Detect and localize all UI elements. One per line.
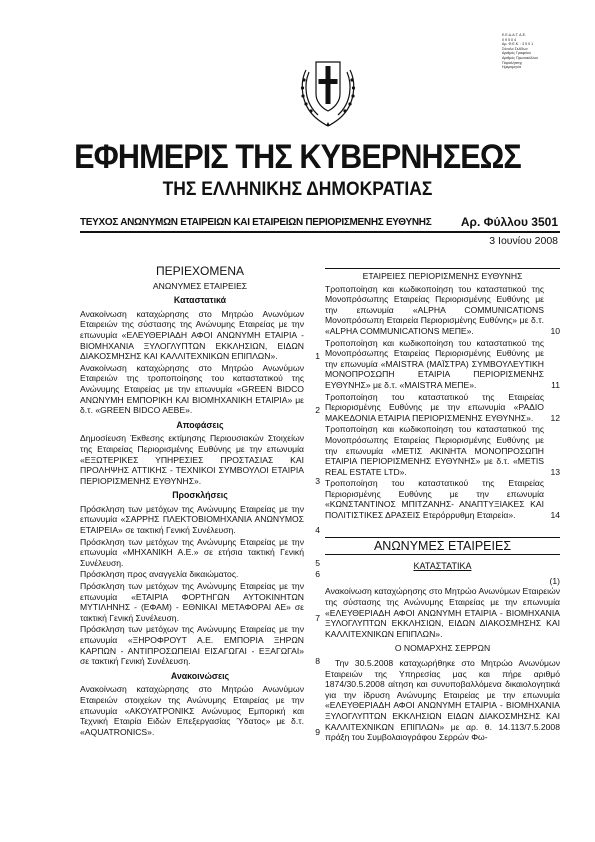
contents-entry[interactable]: Τροποποίηση του καταστατικού της Εταιρείας Περιορισμένης Ευθύνης με την επωνυμία «ΚΩΝΣΤΑΝΤΙΝΟΣ ΜΠΙΤΖΑΝΗΣ- ΑΝΑΠΤΥΞΙΑΚΕΣ ΚΑΙ ΠΟΛΙΤΙΣΤΙΚΕΣ ΔΡΑΣΕΙΣ Ετερόρρυθμη Εταιρεία». 14: [325, 478, 560, 521]
section-subtitle: ΚΑΤΑΣΤΑΤΙΚΑ: [413, 561, 472, 572]
contents-entry[interactable]: Τροποποίηση και κωδικοποίηση του καταστατικού της Μονοπρόσωπης Εταιρείας Περιορισμένης Ευθύνης με την επωνυμία «ΜΕΤΙΣ ΑΚΙΝΗΤΑ ΜΟΝΟΠΡΟΣΩΠΗ ΕΤΑΙΡΙΑ ΠΕΡΙΟΡΙΣΜΕΝΗΣ ΕΥΘΥΝΗΣ» με δ.τ. «METIS REAL ESTATE LTD». 13: [325, 424, 560, 477]
gazette-title: ΕΦΗΜΕΡΙΣ ΤΗΣ ΚΥΒΕΡΝΗΣΕΩΣ: [74, 138, 521, 176]
contents-entry[interactable]: Πρόσκληση των μετόχων της Ανώνυμης Εταιρείας με την επωνυμία «ΕΤΑΙΡΙΑ ΦΟΡΤΗΓΩΝ ΑΥΤΟΚΙΝΗΤΩΝ ΜΥΤΙΛΗΝΗΣ - (ΕΦΑΜ) - ΕΘΝΙΚΑΙ ΜΕΤΑΦΟΡΑΙ ΑΕ» σε τακτική Γενική Συνέλευση. 7: [80, 581, 320, 623]
group-title: Προσκλήσεις: [172, 490, 228, 501]
page-number: 13: [550, 466, 560, 477]
page-number: 3: [315, 475, 320, 486]
contents-entry[interactable]: Τροποποίηση και κωδικοποίηση του καταστατικού της Μονοπρόσωπης Εταιρείας Περιορισμένης Ευθύνης με την επωνυμία «ALPHA COMMUNICATIONS Μονοπρόσωπη Εταιρεία Περιορισμένης Ευθύνης» με δ.τ. «ALPHA COMMUNICATIONS ΜΕΠΕ». 10: [325, 283, 560, 336]
issue-number: Αρ. Φύλλου 3501: [460, 215, 558, 229]
contents-entry[interactable]: Ανακοίνωση καταχώρησης στο Μητρώο Ανωνύμων Εταιρειών της τροποποίησης του καταστατικού της Ανώνυμης Εταιρείας με την επωνυμία «GREEN BIDCO ΑΝΩΝΥΜΗ ΕΜΠΟΡΙΚΗ ΚΑΙ ΒΙΟΜΗΧΑΝΙΚΗ ΕΤΑΙΡΙΑ» με δ.τ. «GREEN BIDCO AEBE». 2: [80, 362, 320, 416]
group-title: Ανακοινώσεις: [170, 670, 230, 681]
contents-subheading: ΑΝΩΝΥΜΕΣ ΕΤΑΙΡΕΙΕΣ: [152, 280, 248, 291]
page-number: 11: [551, 379, 560, 390]
page-number: 12: [550, 412, 560, 423]
issue-date: 3 Ιουνίου 2008: [489, 235, 558, 247]
page-number: 8: [315, 656, 320, 667]
page-number: 14: [550, 510, 560, 521]
section-title: ΑΝΩΝΥΜΕΣ ΕΤΑΙΡΕΙΕΣ: [325, 537, 560, 556]
contents-entry[interactable]: Τροποποίηση και κωδικοποίηση του καταστατικού της Μονοπρόσωπης Εταιρείας Περιορισμένης Ευθύνης με την επωνυμία «MAISTRA (ΜΑΪΣΤΡΑ) ΣΥΜΒΟΥΛΕΥΤΙΚΗ ΜΟΝΟΠΡΟΣΩΠΗ ΕΤΑΙΡΙΑ ΠΕΡΙΟΡΙΣΜΕΝΗΣ ΕΥΘΥΝΗΣ» με δ.τ. «MAISTRA ΜΕΠΕ». 11: [325, 337, 560, 390]
contents-entry[interactable]: Πρόσκληση των μετόχων της Ανώνυμης Εταιρείας με την επωνυμία «ΜΗΧΑΝΙΚΗ Α.Ε.» σε ετήσια τακτική Γενική Συνέλευση. 5: [80, 536, 320, 568]
notice-intro: Ανακοίνωση καταχώρησης στο Μητρώο Ανωνύμων Εταιρειών της σύστασης της Ανώνυμης Εταιρείας με την επωνυμία «ΕΛΕΥΘΕΡΙΑΔΗ ΑΦΟΙ ΑΝΩΝΥΜΗ ΕΤΑΙΡΙΑ - ΒΙΟΜΗΧΑΝΙΑ ΞΥΛΟΓΛΥΠΤΩΝ ΕΚΚΛΗΣΙΩΝ, ΕΙΔΩΝ ΔΙΑΚΟΣΜΗΣΗΣ ΚΑΙ ΚΑΛΛΙΤΕΧΝΙΚΩΝ ΕΠΙΠΛΩΝ».: [325, 586, 560, 639]
contents-column: [80, 266, 320, 738]
contents-entry[interactable]: Ανακοίνωση καταχώρησης στο Μητρώο Ανωνύμων Εταιρειών στοιχείων της Ανώνυμης Εταιρείας με την επωνυμία «ΑΚΟΥΑΤΡΟΝΙΚΣ Ανώνυμος Εμπορική και Τεχνική Εταιρία Ειδών Επεξεργασίας Ύδατος» με δ.τ. «AQUATRONICS». 9: [80, 684, 320, 737]
coat-of-arms-emblem: [296, 52, 360, 128]
contents-entry[interactable]: Τροποποίηση του καταστατικού της Εταιρείας Περιορισμένης Ευθύνης με την επωνυμία «ΡΑΔΙΟ ΜΑΚΕΔΟΝΙΑ ΕΤΑΙΡΙΑ ΠΕΡΙΟΡΙΣΜΕΝΗΣ ΕΥΘΥΝΗΣ». 12: [325, 391, 560, 423]
group-title: Καταστατικά: [173, 295, 227, 306]
group-title: Αποφάσεις: [176, 419, 224, 430]
contents-entry[interactable]: Πρόσκληση των μετόχων της Ανώνυμης Εταιρείας με την επωνυμία «ΞΗΡΟΦΡΟΥΤ Α.Ε. ΕΜΠΟΡΙΑ ΞΗΡΩΝ ΚΑΡΠΩΝ - ΑΝΤΙΠΡΟΣΩΠΕΙΑΙ ΕΙΣΑΓΩΓΑΙ - ΕΞΑΓΩΓΑΙ» σε τακτική Γενική Συνέλευση. 8: [80, 624, 320, 667]
issue-series: ΤΕΥΧΟΣ ΑΝΩΝΥΜΩΝ ΕΤΑΙΡΕΙΩΝ ΚΑΙ ΕΤΑΙΡΕΙΩΝ ΠΕΡΙΟΡΙΣΜΕΝΗΣ ΕΥΘΥΝΗΣ: [80, 217, 432, 228]
notice-authority: Ο ΝΟΜΑΡΧΗΣ ΣΕΡΡΩΝ: [394, 643, 491, 654]
contents-entry[interactable]: Ανακοίνωση καταχώρησης στο Μητρώο Ανωνύμων Εταιρειών της σύστασης της Ανώνυμης Εταιρείας με την επωνυμία «ΕΛΕΥΘΕΡΙΑΔΗ ΑΦΟΙ ΑΝΩΝΥΜΗ ΕΤΑΙΡΙΑ - ΒΙΟΜΗΧΑΝΙΑ ΞΥΛΟΓΛΥΠΤΩΝ ΕΚΚΛΗΣΙΩΝ, ΕΙΔΩΝ ΔΙΑΚΟΣΜΗΣΗΣ ΚΑΙ ΚΑΛΛΙΤΕΧΝΙΚΩΝ ΕΠΙΠΛΩΝ». 1: [80, 308, 320, 362]
ltd-heading: ΕΤΑΙΡΕΙΕΣ ΠΕΡΙΟΡΙΣΜΕΝΗΣ ΕΥΘΥΝΗΣ: [325, 268, 560, 282]
page-number: 10: [550, 325, 560, 336]
corner-note: Ε.Ε.Δ.Α.Τ. Α.Ε. 0 9 5 0 4 Αρ. Φ.Ε.Κ. : 3 5 0 1 Σύνολο Σελίδων Αριθμός Γραφείου Αριθμός Πρωτοκόλλου Παραλήπτης Ημερομηνία: [502, 33, 538, 70]
page-number: 6: [315, 569, 320, 580]
contents-heading: ΠΕΡΙΕΧΟΜΕΝΑ: [155, 264, 245, 278]
gazette-subtitle: ΤΗΣ ΕΛΛΗΝΙΚΗΣ ΔΗΜΟΚΡΑΤΙΑΣ: [162, 179, 433, 200]
masthead-divider: [80, 231, 560, 233]
notice-body: Την 30.5.2008 καταχωρήθηκε στο Μητρώο Ανωνύμων Εταιρειών της Υπηρεσίας μας και πήρε αριθμό 1874/30.5.2008 αίτηση και συνυποβαλλόμενα δικαιολογητικά για την ίδρυση Ανώνυμης Εταιρείας με την επωνυμία «ΕΛΕΥΘΕΡΙΑΔΗ ΑΦΟΙ ΑΝΩΝΥΜΗ ΕΤΑΙΡΙΑ - ΒΙΟΜΗΧΑΝΙΑ ΞΥΛΟΓΛΥΠΤΩΝ ΕΚΚΛΗΣΙΩΝ ΕΙΔΩΝ ΔΙΑΚΟΣΜΗΣΗΣ ΚΑΙ ΚΑΛΛΙΤΕΧΝΙΚΩΝ ΕΠΙΠΛΩΝ» με αρ. θ. 14.113/7.5.2008 πράξη του Συμβολαιογράφου Σερρών Φω-: [325, 658, 560, 743]
page-number: 7: [315, 612, 320, 623]
contents-entry[interactable]: Πρόσκληση προς αναγγελία δικαιώματος. 6: [80, 569, 320, 580]
right-column: [325, 266, 560, 746]
page-number: 5: [315, 557, 320, 568]
notice-number: (1): [549, 575, 560, 586]
contents-entry[interactable]: Δημοσίευση Έκθεσης εκτίμησης Περιουσιακών Στοιχείων της Εταιρείας Περιορισμένης Ευθύνης με την επωνυμία «ΕΞΩΤΕΡΙΚΕΣ ΥΠΗΡΕΣΙΕΣ ΠΡΟΣΤΑΣΙΑΣ ΚΑΙ ΠΡΟΛΗΨΗΣ ΑΤΤΙΚΗΣ - ΤΕΧΝΙΚΟΙ ΣΥΜΒΟΥΛΟΙ ΕΤΑΙΡΙΑ ΠΕΡΙΟΡΙΣΜΕΝΗΣ ΕΥΘΥΝΗΣ». 3: [80, 433, 320, 486]
page-number: 1: [315, 351, 320, 362]
contents-entry[interactable]: Πρόσκληση των μετόχων της Ανώνυμης Εταιρείας με την επωνυμία «ΣΑΡΡΗΣ ΠΛΕΚΤΟΒΙΟΜΗΧΑΝΙΑ ΑΝΩΝΥΜΟΣ ΕΤΑΙΡΕΙΑ» σε τακτική Γενική Συνέλευση. 4: [80, 503, 320, 536]
page-number: 4: [315, 525, 320, 536]
page-number: 2: [315, 405, 320, 416]
page-number: 9: [315, 726, 320, 737]
